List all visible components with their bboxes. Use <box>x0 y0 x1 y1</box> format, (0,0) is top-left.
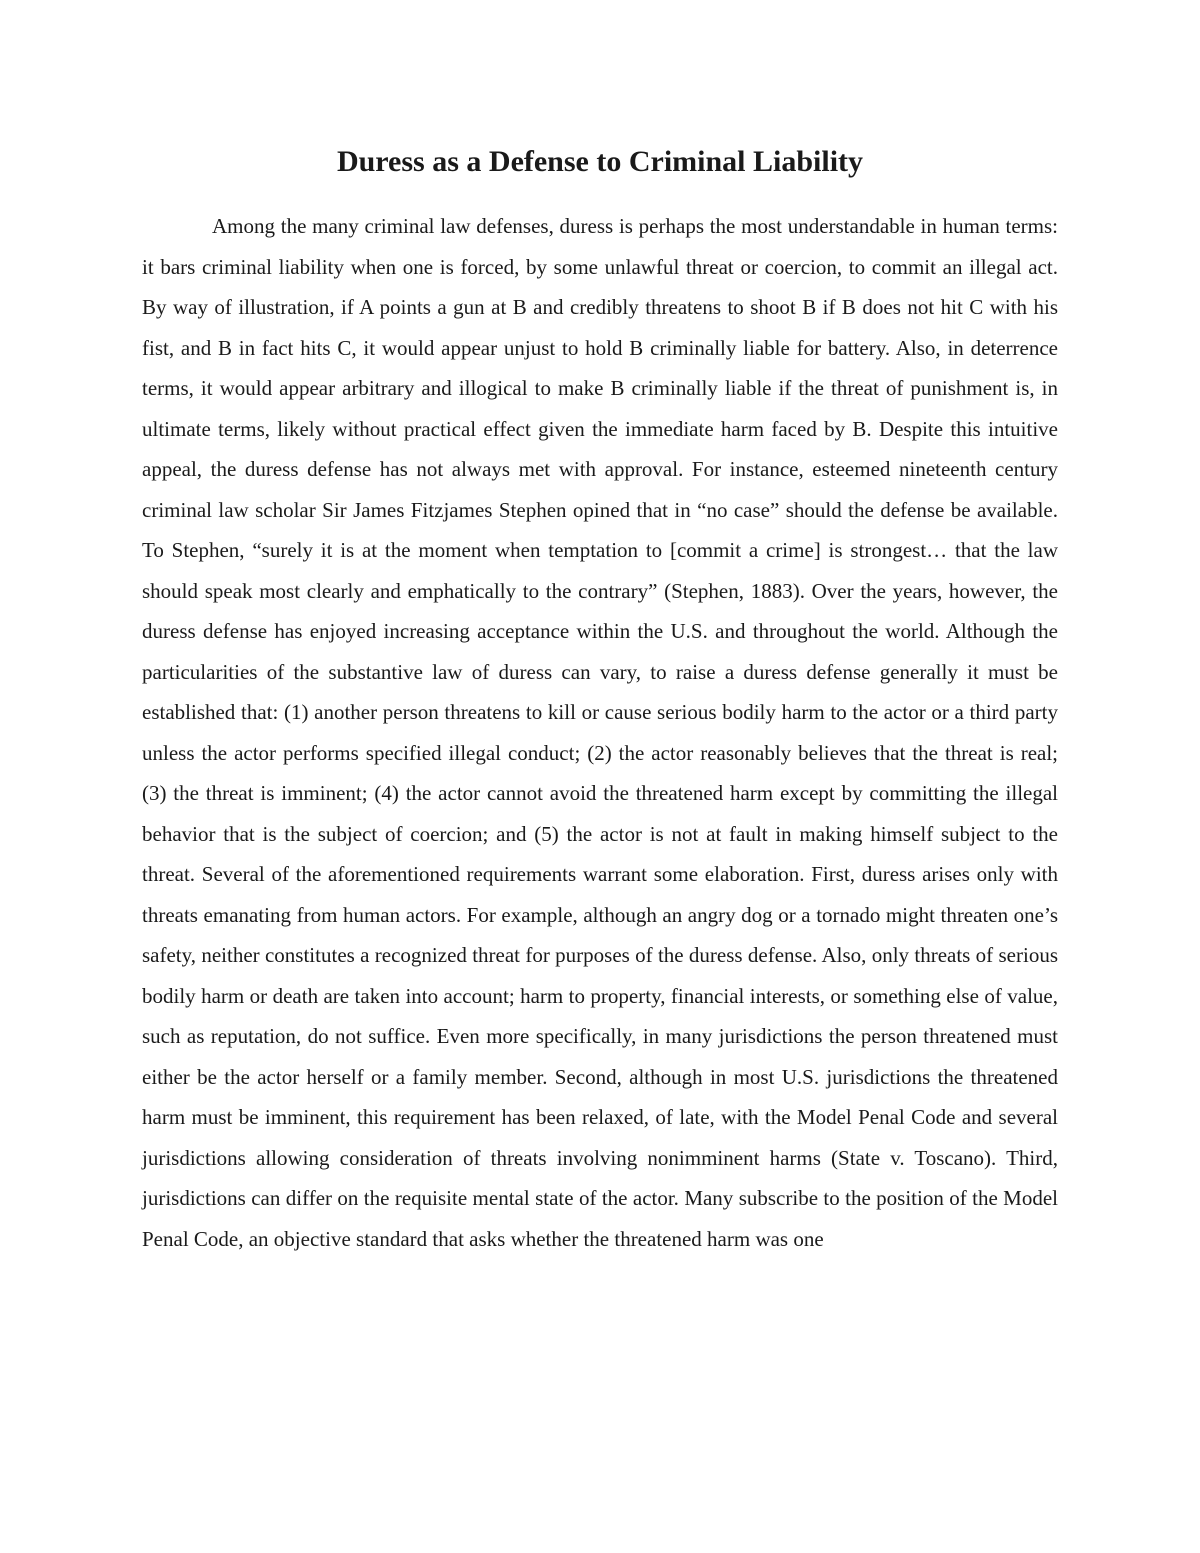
body-paragraph: Among the many criminal law defenses, duress is perhaps the most understandable in human terms: it bars criminal liability when one is forced, by some unlawful threat or coercion, to commit an illegal act. By way of illustration, if A points a gun at B and credibly threatens to shoot B if B does not hit C with his fist, and B in fact hits C, it would appear unjust to hold B criminally liable for battery. Also, in deterrence terms, it would appear arbitrary and illogical to make B criminally liable if the threat of punishment is, in ultimate terms, likely without practical effect given the immediate harm faced by B. Despite this intuitive appeal, the duress defense has not always met with approval. For instance, esteemed nineteenth century criminal law scholar Sir James Fitzjames Stephen opined that in “no case” should the defense be available. To Stephen, “surely it is at the moment when temptation to [commit a crime] is strongest… that the law should speak most clearly and emphatically to the contrary” (Stephen, 1883). Over the years, however, the duress defense has enjoyed increasing acceptance within the U.S. and throughout the world. Although the particularities of the substantive law of duress can vary, to raise a duress defense generally it must be established that: (1) another person threatens to kill or cause serious bodily harm to the actor or a third party unless the actor performs specified illegal conduct; (2) the actor reasonably believes that the threat is real; (3) the threat is imminent; (4) the actor cannot avoid the threatened harm except by committing the illegal behavior that is the subject of coercion; and (5) the actor is not at fault in making himself subject to the threat. Several of the aforementioned requirements warrant some elaboration. First, duress arises only with threats emanating from human actors. For example, although an angry dog or a tornado might threaten one’s safety, neither constitutes a recognized threat for purposes of the duress defense. Also, only threats of serious bodily harm or death are taken into account; harm to property, financial interests, or something else of value, such as reputation, do not suffice. Even more specifically, in many jurisdictions the person threatened must either be the actor herself or a family member. Second, although in most U.S. jurisdictions the threatened harm must be imminent, this requirement has been relaxed, of late, with the Model Penal Code and several jurisdictions allowing consideration of threats involving nonimminent harms (State v. Toscano). Third, jurisdictions can differ on the requisite mental state of the actor. Many subscribe to the position of the Model Penal Code, an objective standard that asks whether the threatened harm was one <box>142 214 1058 1251</box>
document-title: Duress as a Defense to Criminal Liability <box>336 145 864 178</box>
document-body <box>142 206 1058 1259</box>
